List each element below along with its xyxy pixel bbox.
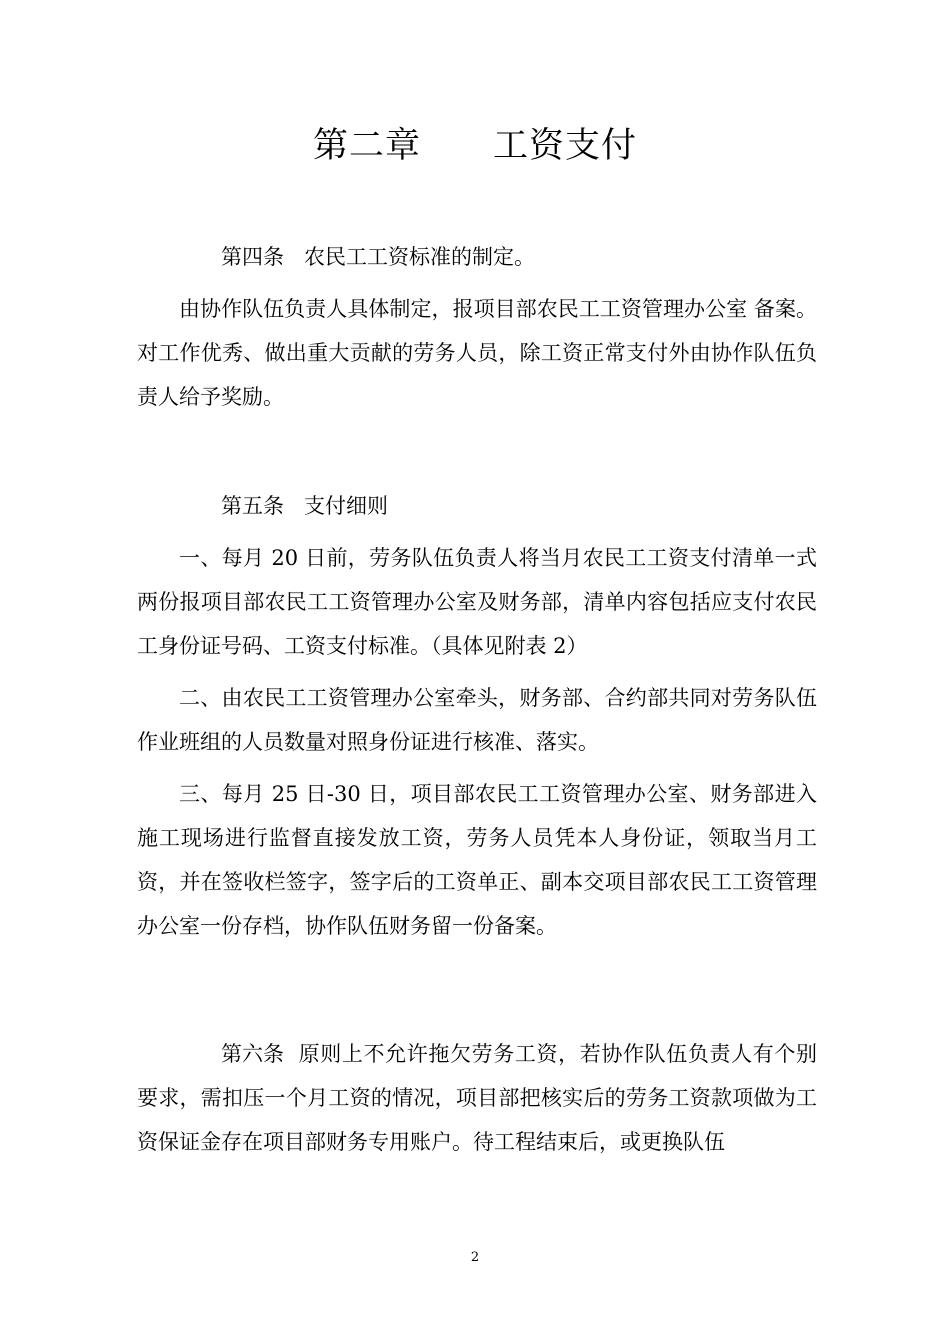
article-6-text: 原则上不允许拖欠劳务工资，若协作队伍负责人有个别要求，需扣压一个月工资的情况，项目部把核实后的劳务工资款项做为工资保证金存在项目部财务专用账户。待工程结束后，或更换队伍 [137, 1042, 817, 1154]
article-6 [137, 1032, 817, 1164]
article-4-heading [137, 235, 817, 279]
chapter-title [0, 118, 950, 174]
article-6-paragraph [137, 1032, 817, 1164]
article-5-item-3: 三、每月 25 日-30 日，项目部农民工工资管理办公室、财务部进入施工现场进行监督直接发放工资，劳务人员凭本人身份证，领取当月工资，并在签收栏签字，签字后的工资单正、副本交项目部农民工工资管理办公室一份存档，协作队伍财务留一份备案。 [137, 782, 817, 938]
article-4 [137, 235, 817, 419]
article-4-label: 第四条 [221, 245, 284, 269]
chapter-name: 工资支付 [493, 126, 638, 166]
article-5-label: 第五条 [221, 494, 284, 518]
article-4-title: 农民工工资标准的制定。 [304, 245, 535, 269]
article-5-item-2: 二、由农民工工资管理办公室牵头，财务部、合约部共同对劳务队伍作业班组的人员数量对照身份证进行核准、落实。 [137, 686, 817, 754]
article-5-item-1: 一、每月 20 日前，劳务队伍负责人将当月农民工工资支付清单一式两份报项目部农民工工资管理办公室及财务部，清单内容包括应支付农民工身份证号码、工资支付标准。（具体见附表 2） [137, 546, 817, 658]
article-5 [137, 484, 817, 948]
article-5-title: 支付细则 [304, 494, 388, 518]
article-6-label: 第六条 [221, 1042, 284, 1066]
article-5-heading [137, 484, 817, 528]
chapter-number: 第二章 [312, 126, 421, 166]
article-4-paragraph: 由协作队伍负责人具体制定，报项目部农民工工资管理办公室 备案。对工作优秀、做出重大贡献的劳务人员，除工资正常支付外由协作队伍负责人给予奖励。 [137, 297, 817, 409]
page-number: 2 [470, 1250, 480, 1265]
